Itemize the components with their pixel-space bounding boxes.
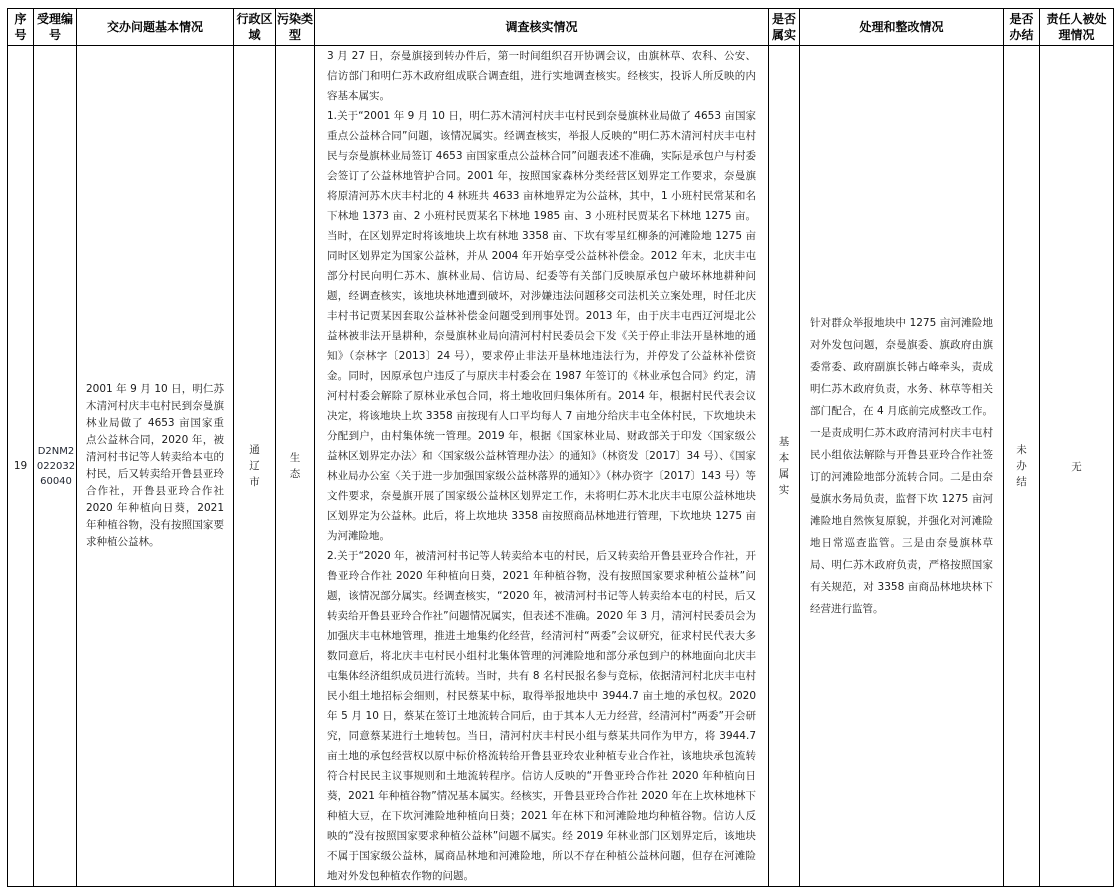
header-seq: 序号 [8, 9, 34, 46]
header-is-concluded: 是否办结 [1004, 9, 1040, 46]
is-true-text: 基本属实 [778, 436, 790, 496]
problem-text: 2001 年 9 月 10 日，明仁苏木清河村庆丰屯村民到奈曼旗林业局做了 4653 亩国家重点公益林合同，2020 年，被清河村书记等人转卖给本屯的村民，后又转卖给开鲁县亚玲合作社，开鲁县亚玲合作社 2020 年种植向日葵，2021 年种植谷物，没有按照国家要求种植公益林。 [86, 383, 224, 548]
table-header-row [8, 9, 1114, 46]
header-investigation: 调查核实情况 [315, 9, 769, 46]
cell-handling [800, 46, 1004, 887]
cell-case-number [34, 46, 77, 887]
cell-investigation [315, 46, 769, 887]
investigation-paragraph-3: 2.关于“2020 年，被清河村书记等人转卖给本屯的村民，后又转卖给开鲁县亚玲合作社，开鲁亚玲合作社 2020 年种植向日葵，2021 年种植谷物，没有按照国家要求种植公益林”问题，该情况部分属实。经调查核实，“2020 年，被清河村书记等人转卖给本屯的村民，后又转卖给开鲁县亚玲合作社”问题情况属实，但表述不准确。2020 年 3 月，清河村民委员会为加强庆丰屯林地管理，推进土地集约化经营，经清河村“两委”会议研究，征求村民代表大多数同意后，将北庆丰屯村民小组村北集体管理的河滩险地和部分承包到户的林地面向北庆丰屯集体经济组织成员进行流转。当时，共有 8 名村民报名参与竞标，依据清河村北庆丰屯村民小组土地招标会细则，村民蔡某中标，取得举报地块中 3944.7 亩土地的承包权。2020 年 5 月 10 日，蔡某在签订土地流转合同后，由于其本人无力经营，经清河村“两委”开会研究，同意蔡某进行土地转包。当日，清河村庆丰村民小组与蔡某共同作为甲方，将 3944.7 亩土地的承包经营权以原中标价格流转给开鲁县亚玲农业种植专业合作社，该地块承包流转符合村民民主议事规则和土地流转程序。信访人反映的“开鲁亚玲合作社 2020 年种植向日葵，2021 年种植谷物”情况基本属实。经核实，开鲁县亚玲合作社 2020 年在上坎林地林下种植大豆，在下坎河滩险地种植向日葵；2021 年在林下和河滩险地均种植谷物。信访人反映的“没有按照国家要求种植公益林”问题不属实。经 2019 年林业部门区划界定后，该地块不属于国家级公益林，属商品林地和河滩险地，所以不存在种植公益林问题，但存在河滩险地对外发包种植农作物的问题。 [327, 550, 756, 882]
cell-pollution-type [276, 46, 315, 887]
cell-seq: 19 [8, 46, 34, 887]
is-concluded-text: 未办结 [1016, 444, 1027, 488]
header-case-number: 受理编号 [34, 9, 77, 46]
cell-accountability: 无 [1040, 46, 1114, 887]
cell-problem [77, 46, 234, 887]
region-text: 通辽市 [249, 444, 260, 488]
complaint-ledger-table [7, 8, 1114, 887]
header-pollution-type: 污染类型 [276, 9, 315, 46]
investigation-paragraph-1: 3 月 27 日，奈曼旗接到转办件后，第一时间组织召开协调会议，由旗林草、农科、公安、信访部门和明仁苏木政府组成联合调查组，进行实地调查核实。经核实，投诉人所反映的内容基本属实。 [327, 50, 756, 102]
cell-is-true [769, 46, 800, 887]
handling-text: 针对群众举报地块中 1275 亩河滩险地对外发包问题，奈曼旗委、旗政府由旗委常委、政府副旗长韩占峰牵头，责成明仁苏木政府负责，水务、林草等相关部门配合，在 4 月底前完成整改工作。一是责成明仁苏木政府清河村庆丰屯村民小组依法解除与开鲁县亚玲合作社签订的河滩险地部分流转合同。二是由奈曼旗水务局负责，监督下坎 1275 亩河滩险地自然恢复原貌，并强化对河滩险地日常巡查监管。三是由奈曼旗林草局、明仁苏木政府负责，严格按照国家有关规范，对 3358 亩商品林地块林下经营进行监管。 [810, 317, 993, 615]
header-is-true: 是否属实 [769, 9, 800, 46]
header-region: 行政区域 [234, 9, 276, 46]
header-accountability: 责任人被处理情况 [1040, 9, 1114, 46]
pollution-type-text: 生态 [289, 452, 301, 480]
header-handling: 处理和整改情况 [800, 9, 1004, 46]
investigation-paragraph-2: 1.关于“2001 年 9 月 10 日，明仁苏木清河村庆丰屯村民到奈曼旗林业局做了 4653 亩国家重点公益林合同”问题，该情况属实。经调查核实，举报人反映的“明仁苏木清河村庆丰屯村民与奈曼旗林业局签订 4653 亩国家重点公益林合同”问题表述不准确，实际是承包户与村委会签订了公益林地管护合同。2001 年，按照国家森林分类经营区划界定工作要求，奈曼旗将原清河苏木庆丰村北的 4 林班共 4633 亩林地界定为公益林，其中，1 小班村民常某和名下林地 1373 亩、2 小班村民贾某名下林地 1985 亩、3 小班村民贾某名下林地 1275 亩。当时，在区划界定时将该地块上坎有林地 3358 亩、下坎有零星红柳条的河滩险地 1275 亩同时区划界定为国家公益林，并从 2004 年开始享受公益林补偿金。2012 年末，北庆丰屯部分村民向明仁苏木、旗林业局、信访局、纪委等有关部门反映原承包户破坏林地耕种问题，经调查核实，该地块林地遭到破坏，对涉嫌违法问题移交司法机关立案处理，时任北庆丰村书记贾某因套取公益林补偿金问题受到刑事处罚。2013 年，由于庆丰屯西辽河堤北公益林被非法开垦耕种，奈曼旗林业局向清河村村民委员会下发《关于停止非法开垦林地的通知》（奈林字〔2013〕24 号），要求停止非法开垦林地违法行为，并停发了公益林补偿资金。同时，因原承包户违反了与原庆丰村委会在 1987 年签订的《林业承包合同》约定，清河村村委会解除了原林业承包合同，将土地收回归集体所有。2014 年，根据村民代表会议决定，将该地块上坎 3358 亩按现有人口平均每人 7 亩地分给庆丰屯全体村民，下坎地块未分配到户，由村集体统一管理。2019 年，根据《国家林业局、财政部关于印发〈国家级公益林区划界定办法〉和〈国家级公益林管理办法〉的通知》（林资发〔2017〕34 号）、《国家林业局办公室〈关于进一步加强国家级公益林落界的通知〉》（林办资字〔2017〕143 号）等文件要求，奈曼旗开展了国家级公益林区划界定工作，未将明仁苏木北庆丰屯原公益林地块区划界定为公益林。此后，将上坎地块 3358 亩按照商品林地进行管理，下坎地块 1275 亩为河滩险地。 [327, 110, 756, 542]
table-row [8, 46, 1114, 887]
cell-is-concluded [1004, 46, 1040, 887]
header-problem: 交办问题基本情况 [77, 9, 234, 46]
case-number-text: D2NM202203260040 [36, 445, 76, 487]
cell-region [234, 46, 276, 887]
